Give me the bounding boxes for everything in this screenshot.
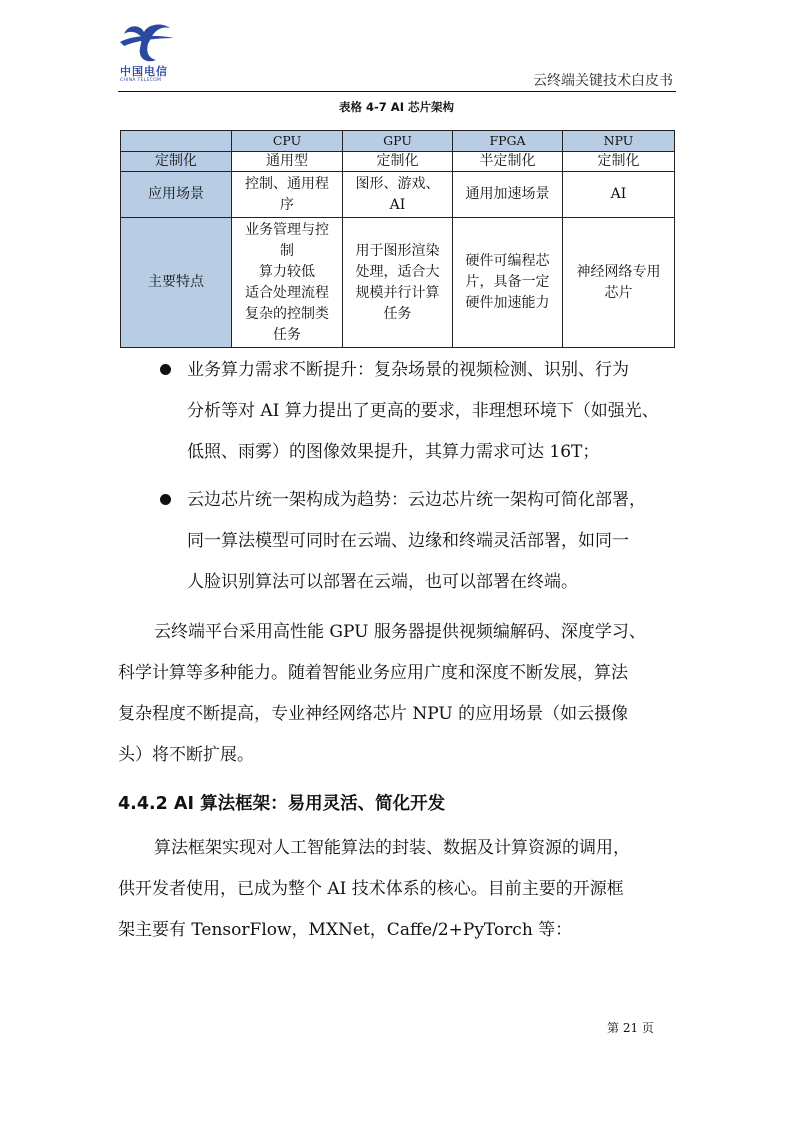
ai-chip-architecture-table	[120, 130, 675, 348]
table-cell: 业务管理与控 制 算力较低 适合处理流程 复杂的控制类 任务	[232, 218, 343, 348]
column-header-gpu: GPU	[343, 131, 453, 152]
table-header-row	[121, 131, 675, 152]
row-header-customization: 定制化	[121, 152, 232, 172]
table-cell: 通用型	[232, 152, 343, 172]
row-header-application: 应用场景	[121, 172, 232, 218]
bullet-dot-icon	[160, 364, 171, 375]
table-row	[121, 172, 675, 218]
table-cell: 神经网络专用 芯片	[563, 218, 675, 348]
row-header-features: 主要特点	[121, 218, 232, 348]
column-header-cpu: CPU	[232, 131, 343, 152]
table-cell: 控制、通用程 序	[232, 172, 343, 218]
table-cell: 硬件可编程芯 片，具备一定 硬件加速能力	[453, 218, 563, 348]
header-divider	[118, 91, 676, 92]
table-row	[121, 218, 675, 348]
document-title: 云终端关键技术白皮书	[533, 73, 673, 89]
column-header-fpga: FPGA	[453, 131, 563, 152]
table-cell: AI	[563, 172, 675, 218]
section-heading: 4.4.2 AI 算法框架：易用灵活、简化开发	[118, 794, 446, 814]
page-number: 第 21 页	[607, 1021, 654, 1035]
bullet-dot-icon	[160, 494, 171, 505]
column-header-npu: NPU	[563, 131, 675, 152]
logo-english-text: CHINA TELECOM	[120, 78, 162, 83]
table-cell: 用于图形渲染 处理，适合大 规模并行计算 任务	[343, 218, 453, 348]
body-paragraph: 算法框架实现对人工智能算法的封装、数据及计算资源的调用， 供开发者使用，已成为整个 AI 技术体系的核心。目前主要的开源框 架主要有 TensorFlow，MXNet，Caffe/2+PyTorch 等：	[118, 838, 630, 940]
table-row	[121, 152, 675, 172]
table-cell: 定制化	[563, 152, 675, 172]
telecom-swirl-icon	[118, 22, 178, 64]
logo-chinese-text: 中国电信	[120, 65, 168, 78]
table-cell: 定制化	[343, 152, 453, 172]
table-caption: 表格 4-7 AI 芯片架构	[339, 100, 454, 114]
body-paragraph: 云终端平台采用高性能 GPU 服务器提供视频编解码、深度学习、 科学计算等多种能力。随着智能业务应用广度和深度不断发展，算法 复杂程度不断提高，专业神经网络芯片 NPU 的应用场景（如云摄像 头）将不断扩展。	[118, 622, 646, 765]
table-cell: 通用加速场景	[453, 172, 563, 218]
bullet-text: 业务算力需求不断提升：复杂场景的视频检测、识别、行为 分析等对 AI 算力提出了更高的要求，非理想环境下（如强光、 低照、雨雾）的图像效果提升，其算力需求可达 16T；	[187, 360, 659, 462]
bullet-text: 云边芯片统一架构成为趋势：云边芯片统一架构可简化部署， 同一算法模型可同时在云端、边缘和终端灵活部署，如同一 人脸识别算法可以部署在云端，也可以部署在终端。	[187, 490, 646, 592]
table-cell: 图形、游戏、 AI	[343, 172, 453, 218]
table-header-corner	[121, 131, 232, 152]
table-cell: 半定制化	[453, 152, 563, 172]
